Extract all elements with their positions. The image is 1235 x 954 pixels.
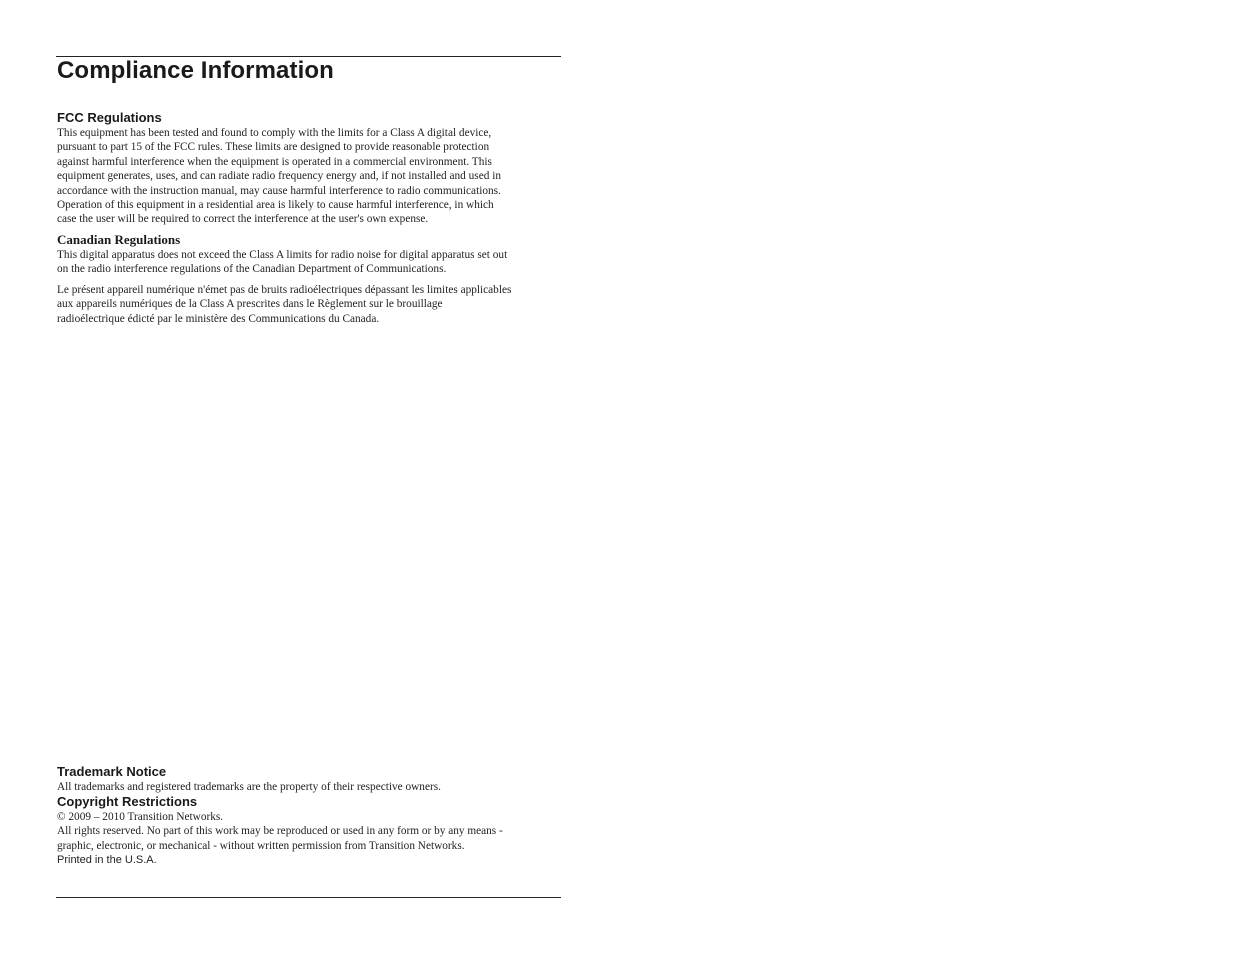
copyright-heading: Copyright Restrictions [57, 794, 198, 809]
trademark-heading: Trademark Notice [57, 764, 167, 779]
copyright-line: All rights reserved. No part of this work may be reproduced or used in any form or by any means - [57, 825, 503, 838]
page-title: Compliance Information [57, 57, 334, 84]
fcc-line: Operation of this equipment in a residential area is likely to cause harmful interference, in which [57, 199, 494, 212]
fcc-line: accordance with the instruction manual, may cause harmful interference to radio communications. [57, 184, 501, 197]
canadian-french-line: aux appareils numériques de la Class A prescrites dans le Règlement sur le brouillage [57, 298, 443, 311]
copyright-paragraph [57, 810, 561, 853]
canadian-french-paragraph [57, 283, 561, 326]
canadian-french-line: Le présent appareil numérique n'émet pas de bruits radioélectriques dépassant les limites applicables [57, 284, 512, 296]
trademark-text: All trademarks and registered trademarks are the property of their respective owners. [57, 781, 441, 793]
canadian-french-line: radioélectrique édicté par le ministère des Communications du Canada. [57, 312, 380, 325]
trademark-paragraph [57, 780, 561, 794]
fcc-paragraph [57, 126, 561, 227]
fcc-heading: FCC Regulations [57, 110, 162, 125]
canadian-heading: Canadian Regulations [57, 232, 181, 247]
copyright-line: graphic, electronic, or mechanical - without written permission from Transition Networks. [57, 839, 465, 852]
fcc-line: This equipment has been tested and found to comply with the limits for a Class A digital device, [57, 127, 492, 139]
canadian-english-paragraph [57, 248, 561, 277]
copyright-notice: © 2009 – 2010 Transition Networks. [57, 811, 224, 823]
bottom-rule [56, 897, 561, 898]
fcc-line: case the user will be required to correct the interference at the user's own expense. [57, 213, 429, 226]
printed-in-usa: Printed in the U.S.A. [57, 854, 157, 866]
canadian-english-line: on the radio interference regulations of the Canadian Department of Communications. [57, 263, 447, 276]
fcc-line: equipment generates, uses, and can radiate radio frequency energy and, if not installed and used in [57, 170, 501, 183]
fcc-line: pursuant to part 15 of the FCC rules. These limits are designed to provide reasonable protection [57, 141, 490, 154]
canadian-english-line: This digital apparatus does not exceed the Class A limits for radio noise for digital apparatus set out [57, 249, 508, 261]
fcc-line: against harmful interference when the equipment is operated in a commercial environment. This [57, 155, 492, 168]
